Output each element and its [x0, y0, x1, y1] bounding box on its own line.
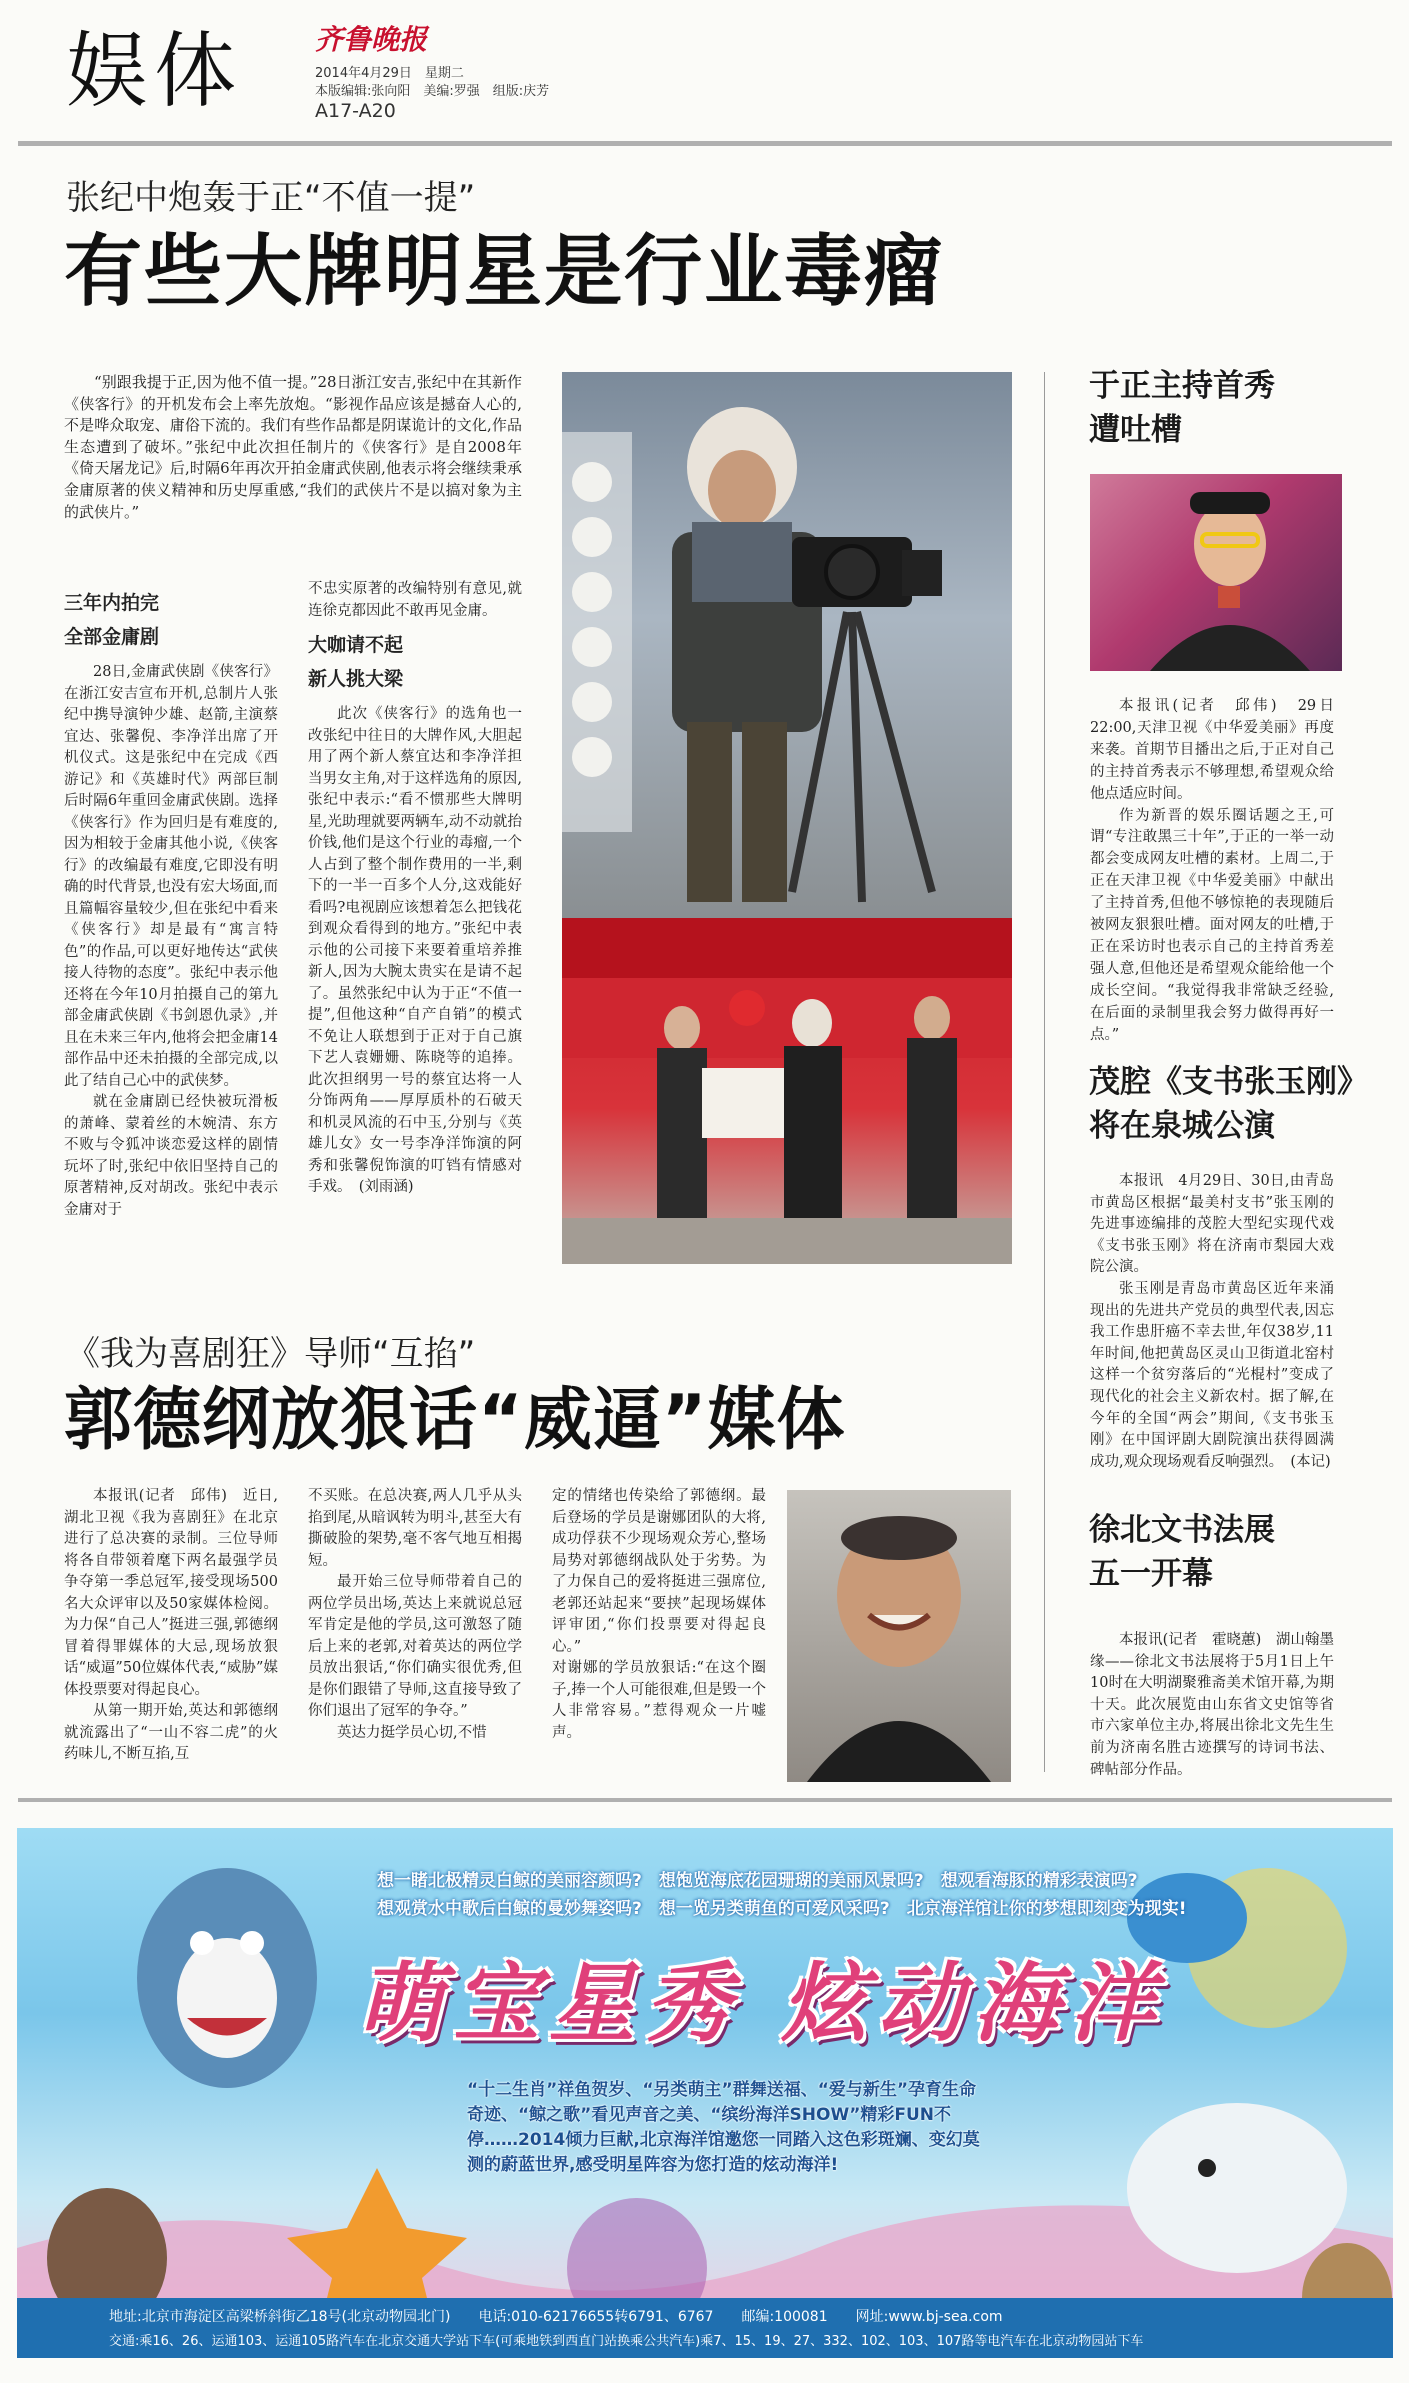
section-title: 娱体: [66, 24, 243, 119]
second-col1: [64, 1486, 278, 1766]
lead-intro-text: “别跟我提于正,因为他不值一提。”28日浙江安吉,张纪中在其新作《侠客行》的开机发布会上率先放炮。“影视作品应该是撼奋人心的,不是哗众取宠、庸俗下流的。我们有些作品都是阴谋诡计的文化,作品生态遭到了破坏。”张纪中此次担任制片的《侠客行》是自2008年《倚天屠龙记》后,时隔6年再次开拍金庸武侠剧,他表示将会继续秉承金庸原著的侠义精神和历史厚重感,“我们的武侠片不是以搞对象为主的武侠片。”: [64, 373, 522, 521]
yu-zheng-photo: [1090, 474, 1342, 671]
second-col3-para: 定的情绪也传染给了郭德纲。最后登场的学员是谢娜团队的大将,成功俘获不少现场观众芳心,整场局势对郭德纲战队处于劣势。为了力保自己的爱将挺进三强席位,老郭还站起来“要挟”起现场媒体评审团,“你们投票要对得起良心。”: [552, 1488, 766, 1655]
ceremony-illustration: [562, 918, 1012, 1264]
ceremony-photo: [562, 918, 1012, 1264]
story2-para: 本报讯 4月29日、30日,由青岛市黄岛区根据“最美村支书”张玉刚的先进事迹编排的茂腔大型纪实现代戏《支书张玉刚》将在济南市梨园大戏院公演。: [1090, 1173, 1334, 1276]
ad-transport: 交通:乘16、26、运通103、运通105路汽车在北京交通大学站下车(可乘地铁到西直门站换乘公共汽车)乘7、15、19、27、332、102、103、107路等电汽车在北京动物园站下车: [109, 2334, 1144, 2349]
lead-intro: [64, 372, 522, 523]
lead-col1-para: 28日,金庸武侠剧《侠客行》在浙江安吉宣布开机,总制片人张纪中携导演钟少雄、赵箭,主演蔡宜达、张馨倪、李净洋出席了开机仪式。这是张纪中在完成《西游记》和《英雄时代》两部巨制后时隔6年重回金庸武侠剧。选择《侠客行》作为回归是有难度的,因为相较于金庸其他小说,《侠客行》的改编最有难度,它即没有明确的时代背景,也没有宏大场面,而且篇幅容量较少,但在张纪中看来《侠客行》却是最有“寓言特色”的作品,可以更好地传达“武侠接人待物的态度”。张纪中表示他还将在今年10月拍摄自己的第九部金庸武侠剧《书剑恩仇录》,并且在未来三年内,他将会把金庸14部作品中还未拍摄的全部完成,以此了结自己心中的武侠梦。: [64, 664, 278, 1089]
credits-line: 本版编辑:张向阳 美编:罗强 组版:庆芳: [315, 84, 550, 99]
lead-col1-para: 就在金庸剧已经快被玩滑板的萧峰、蒙着丝的木婉清、东方不败与令狐冲谈恋爱这样的剧情玩坏了时,张纪中依旧坚持自己的原著精神,反对胡改。张纪中表示金庸对于: [64, 1094, 278, 1218]
host-portrait-illustration: [1090, 474, 1342, 671]
lead-col2: [308, 579, 522, 1199]
ad-top-divider: [18, 1798, 1392, 1802]
story1-headline-b: 遭吐槽: [1089, 412, 1182, 448]
comedian-portrait-illustration: [787, 1490, 1011, 1782]
lead-col2-para: 此次《侠客行》的选角也一改张纪中往日的大牌作风,大胆起用了两个新人蔡宜达和李净洋担当男女主角,对于这样选角的原因,张纪中表示:“看不惯那些大牌明星,光助理就要两辆车,动不动就抬价钱,他们是这个行业的毒瘤,一个人占到了整个制作费用的一半,剩下的一半一百多个人分,这戏能好看吗?电视剧应该想着怎么把钱花到观众看得到的地方。”张纪中表示他的公司接下来要着重培养推新人,因为大腕太贵实在是请不起了。虽然张纪中认为于正“不值一提”,但他这种“自产自销”的模式不免让人联想到于正对于自己旗下艺人袁姗姗、陈晓等的追捧。此次担纲男一号的蔡宜达将一人分饰两角——厚厚质朴的石破天和机灵风流的石中玉,分别与《英雄儿女》女一号李净洋饰演的阿秀和张馨倪饰演的叮铛有情感对手戏。 (刘雨涵): [308, 706, 522, 1195]
ad-promo-text: “十二生肖”祥鱼贺岁、“另类萌主”群舞送福、“爱与新生”孕育生命奇迹、“鲸之歌”看见声音之美、“缤纷海洋SHOW”精彩FUN不停……2014倾力巨献,北京海洋馆邀您一同踏入这色彩斑斓、变幻莫测的蔚蓝世界,感受明星阵容为您打造的炫动海洋!: [467, 2080, 980, 2175]
ad-address: 地址:北京市海淀区高梁桥斜街乙18号(北京动物园北门) 电话:010-62176655转6791、6767 邮编:100081 网址:www.bj-sea.com: [109, 2309, 1003, 2325]
second-col2-top: 不买账。在总决赛,两人几乎从头掐到尾,从暗讽转为明斗,甚至大有撕破脸的架势,毫不客气地互相揭短。: [308, 1488, 522, 1569]
second-col2-para: 最开始三位导师带着自己的两位学员出场,英达上来就说总冠军肯定是他的学员,这可激怒了随后上来的老郭,对着英达的两位学员放出狠话,“你们确实很优秀,但是你们跟错了导师,这直接导致了你们退出了冠军的争夺。”: [308, 1574, 522, 1719]
story1-para: 作为新晋的娱乐圈话题之王,可谓“专注敢黑三十年”,于正的一举一动都会变成网友吐槽的素材。上周二,于正在天津卫视《中华爱美丽》中献出了主持首秀,但他不够惊艳的表现随后被网友狠狠吐槽。面对网友的吐槽,于正在采访时也表示自己的主持首秀差强人意,但他还是希望观众能给他一个成长空间。“我觉得我非常缺乏经验,在后面的录制里我会努力做得再好一点。”: [1090, 807, 1334, 1043]
guo-degang-photo: [787, 1490, 1011, 1782]
lead-subhead-1a: 三年内拍完: [64, 592, 160, 614]
story2-body: [1090, 1171, 1334, 1473]
aquarium-ad: [17, 1828, 1393, 2358]
story2-headline-a: 茂腔《支书张玉刚》: [1089, 1064, 1368, 1100]
sidebar-story2: [1089, 1060, 1389, 1148]
second-kicker: 《我为喜剧狂》导师“互掐”: [66, 1334, 476, 1374]
ad-tagline-1: 想一睹北极精灵白鲸的美丽容颜吗? 想饱览海底花园珊瑚的美丽风景吗? 想观看海豚的精彩表演吗?: [377, 1871, 1138, 1891]
second-col2: [308, 1486, 522, 1744]
story2-para: 张玉刚是青岛市黄岛区近年来涌现出的先进共产党员的典型代表,因忘我工作患肝癌不幸去世,年仅38岁,11年时间,他把黄岛区灵山卫街道北窑村这样一个贫穷落后的“光棍村”变成了现代化的社会主义新农村。据了解,在今年的全国“两会”期间,《支书张玉刚》在中国评剧大剧院演出获得圆满成功,观众现场观看反响强烈。 (本记): [1090, 1280, 1334, 1470]
sidebar-story1: [1089, 364, 1375, 452]
ad-tagline-2: 想观赏水中歌后白鲸的曼妙舞姿吗? 想一览另类萌鱼的可爱风采吗? 北京海洋馆让你的梦想即刻变为现实!: [377, 1899, 1187, 1919]
story3-para: 本报讯(记者 霍晓蕙) 湖山翰墨缘——徐北文书法展将于5月1日上午10时在大明湖聚雅斋美术馆开幕,为期十天。此次展览由山东省文史馆等省市六家单位主办,将展出徐北文先生生前为济南名胜古迹撰写的诗词书法、碑帖部分作品。: [1090, 1632, 1334, 1778]
ad-footer-bar: [17, 2298, 1393, 2358]
second-col1-para: 本报讯(记者 邱伟) 近日,湖北卫视《我为喜剧狂》在北京进行了总决赛的录制。三位导师将各自带领着麾下两名最强学员争夺第一季总冠军,接受现场500名大众评审以及50家媒体检阅。为力保“自己人”挺进三强,郭德纲冒着得罪媒体的大忌,现场放狠话“威逼”50位媒体代表,“威胁”媒体投票要对得起良心。: [64, 1488, 278, 1698]
story1-headline-a: 于正主持首秀: [1089, 368, 1275, 404]
second-headline: 郭德纲放狠话“威逼”媒体: [64, 1381, 846, 1460]
lead-subhead-2b: 新人挑大梁: [308, 668, 404, 690]
paper-name-logo: 齐鲁晚报: [315, 23, 428, 56]
date-line: 2014年4月29日 星期二: [315, 66, 464, 81]
lead-headline: 有些大牌明星是行业毒瘤: [64, 227, 945, 317]
lead-kicker: 张纪中炮轰于正“不值一提”: [66, 178, 476, 218]
director-camera-illustration: [562, 372, 1012, 918]
lead-subhead-2a: 大咖请不起: [308, 634, 404, 656]
story1-para: 本报讯(记者 邱伟) 29日22:00,天津卫视《中华爱美丽》再度来袭。首期节目播出之后,于正对自己的主持首秀表示不够理想,希望观众给他点适应时间。: [1090, 698, 1334, 802]
page-range: A17-A20: [315, 100, 396, 122]
story3-headline-a: 徐北文书法展: [1089, 1512, 1275, 1548]
lead-subhead-1b: 全部金庸剧: [64, 626, 160, 648]
sidebar-story3: [1089, 1508, 1375, 1596]
masthead-divider: [18, 141, 1392, 146]
second-col3-pre: 对谢娜的学员放狠话:“在这个圈子,捧一个人可能很难,但是毁一个人非常容易。”惹得观众一片嘘声。: [552, 1660, 766, 1741]
ad-title: 萌宝星秀 炫动海洋: [357, 1954, 1165, 2054]
sidebar-divider: [1044, 372, 1045, 1772]
story2-headline-b: 将在泉城公演: [1089, 1108, 1275, 1144]
second-col3: [552, 1486, 766, 1744]
second-col2-para: 英达力挺学员心切,不惜: [337, 1724, 487, 1741]
story3-headline-b: 五一开幕: [1089, 1556, 1213, 1592]
lead-col1: [64, 586, 278, 1221]
story1-body: [1090, 696, 1334, 1047]
lead-photo-director-camera: [562, 372, 1012, 918]
lead-col2-top: 不忠实原著的改编特别有意见,就连徐克都因此不敢再见金庸。: [308, 581, 522, 619]
story3-body: [1090, 1630, 1334, 1781]
second-col1-para: 从第一期开始,英达和郭德纲就流露出了“一山不容二虎”的火药味儿,不断互掐,互: [64, 1703, 278, 1762]
